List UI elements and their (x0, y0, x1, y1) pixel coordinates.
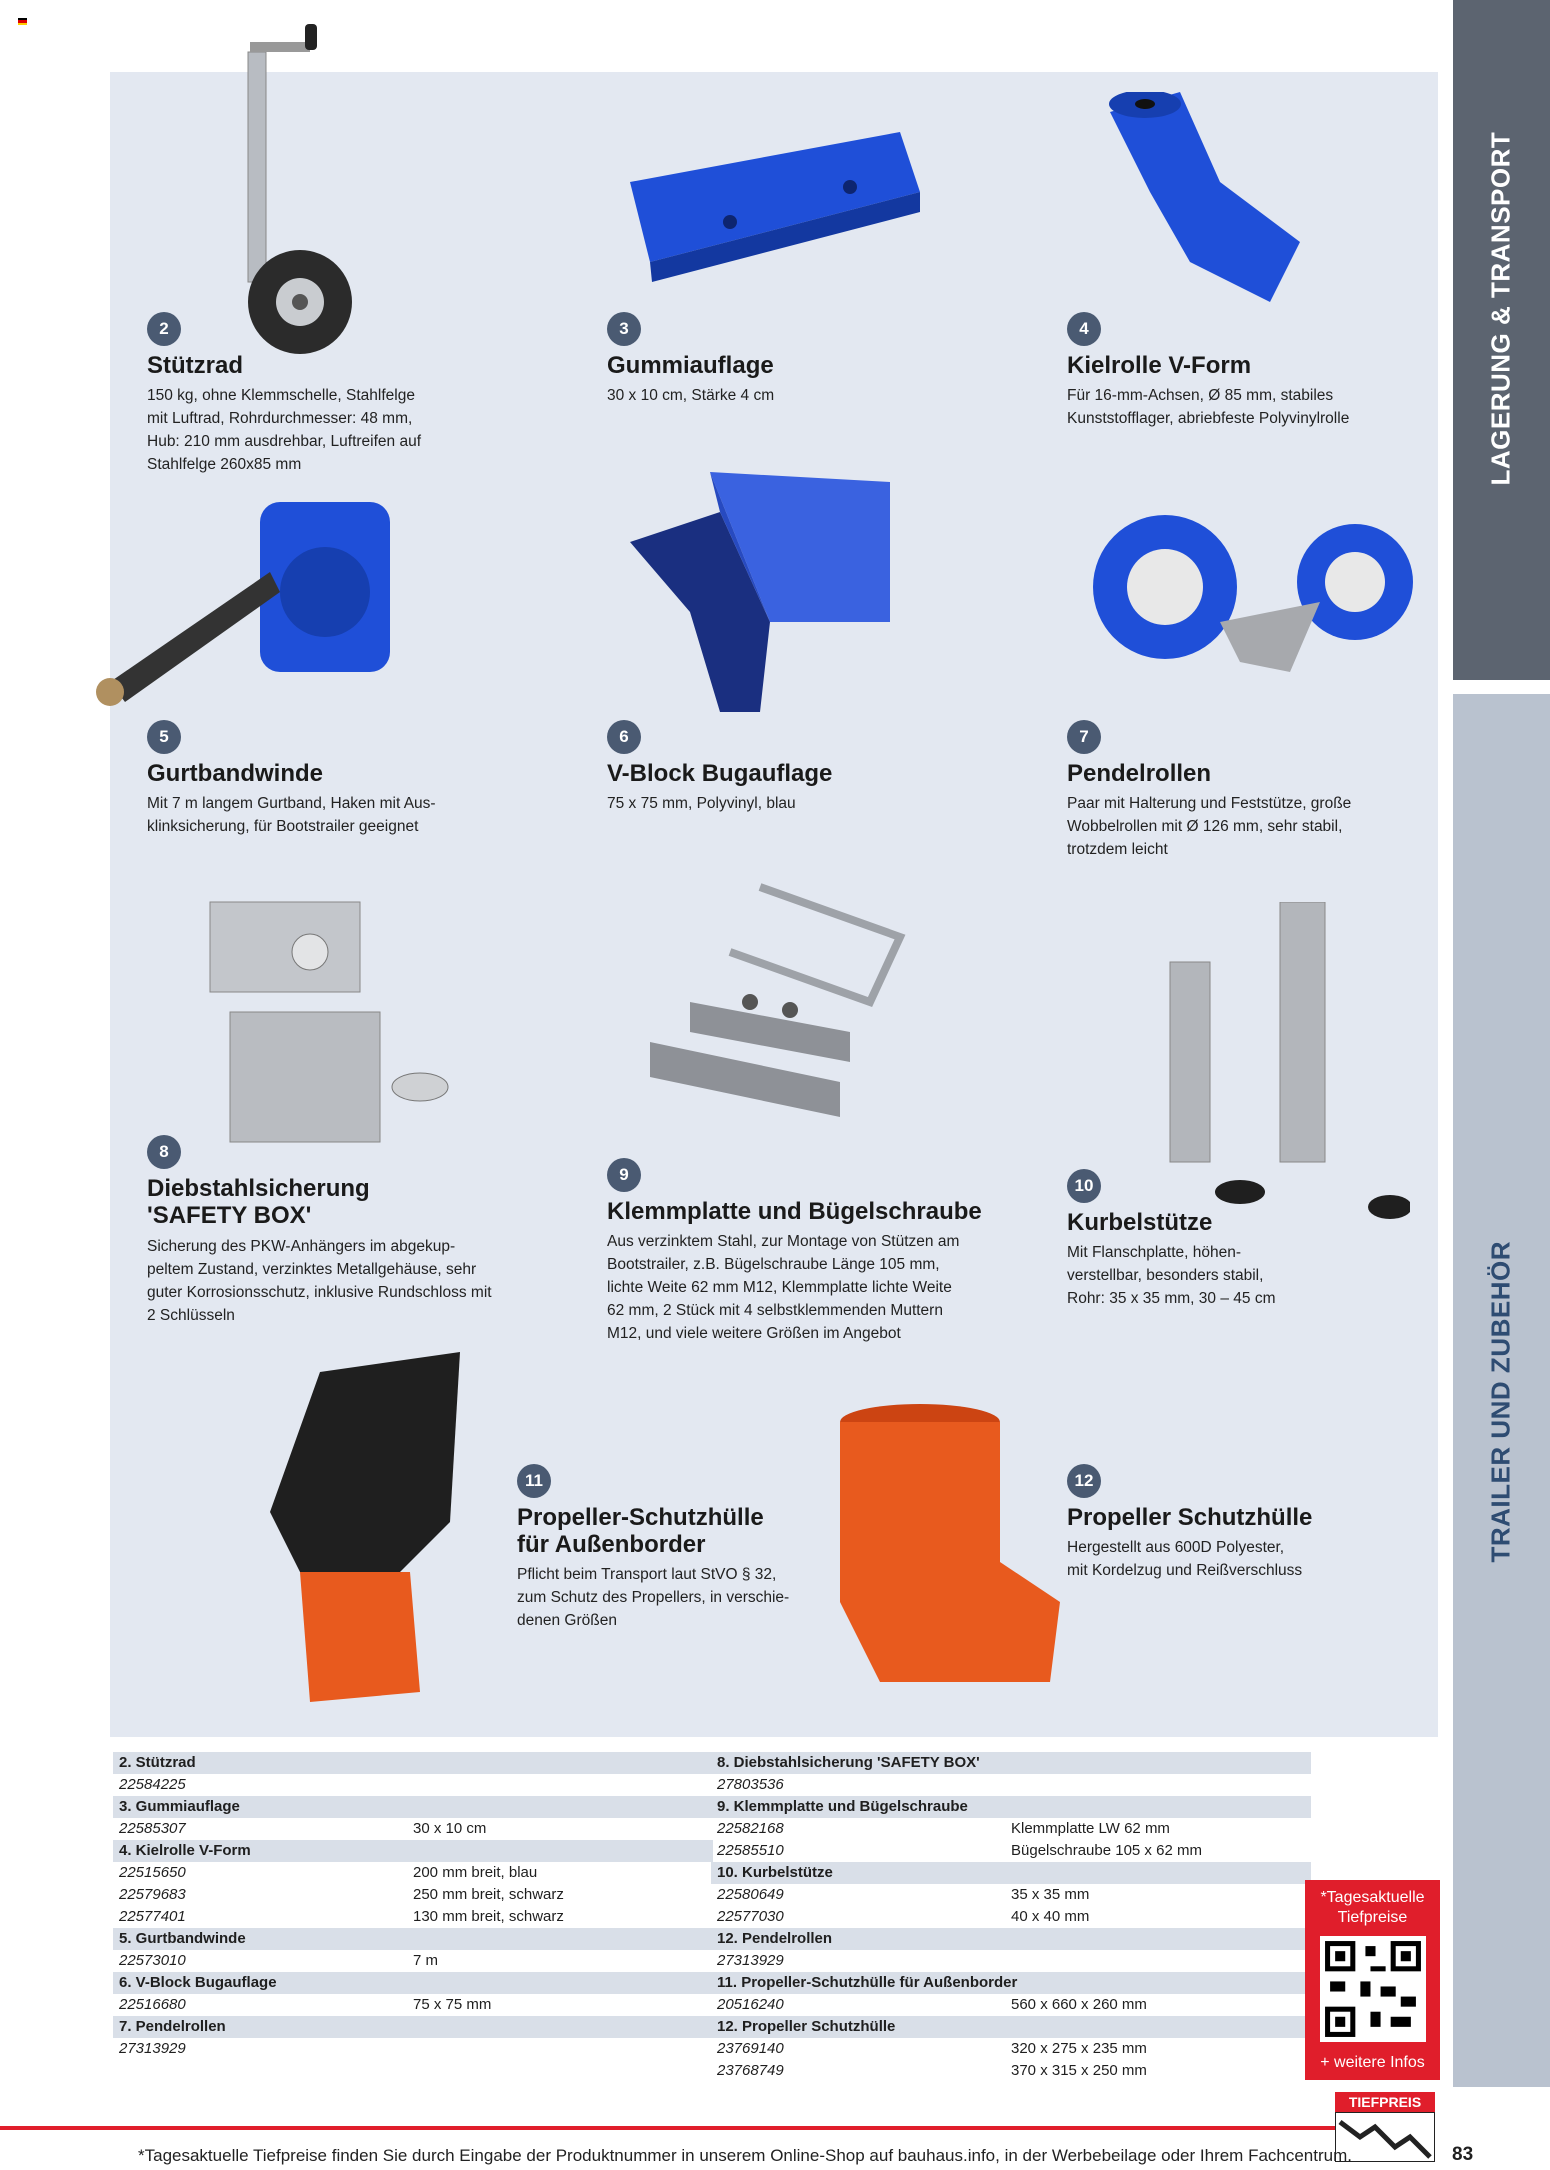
table-section-header (711, 2016, 1311, 2038)
kielrolle-image (1070, 92, 1330, 322)
section-title: 12. Propeller Schutzhülle (717, 2018, 896, 2035)
title-safety-box: Diebstahlsicherung 'SAFETY BOX' (147, 1175, 370, 1229)
table-section-header (711, 1796, 1311, 1818)
desc-safety-box: Sicherung des PKW-Anhängers im abgekup- peltem Zustand, verzinktes Metallgehäuse, sehr guter Korrosionsschutz, inklusive Rundschloss mit 2 Schlüsseln (147, 1238, 492, 1324)
propeller-schutzhuelle-aussenborder-image (240, 1352, 500, 1722)
qr-box-bottom-text: + weitere Infos (1320, 2054, 1425, 2071)
desc-stuetzrad: 150 kg, ohne Klemmschelle, Stahlfelge mit Luftrad, Rohrdurchmesser: 48 mm, Hub: 210 mm ausdrehbar, Luftreifen auf Stahlfelge 260x85 mm (147, 387, 421, 473)
badge-12: 12 (1067, 1464, 1101, 1498)
desc-propeller-aussenborder: Pflicht beim Transport laut StVO § 32, zum Schutz des Propellers, in verschie- denen Größen (517, 1566, 790, 1629)
article-spec: 75 x 75 mm (413, 1996, 492, 2013)
flag-icon (18, 18, 27, 25)
table-section-header (113, 1752, 713, 1774)
article-number: 27313929 (119, 2040, 186, 2057)
desc-gummiauflage: 30 x 10 cm, Stärke 4 cm (607, 387, 775, 404)
table-row (711, 1818, 1311, 1840)
title-klemmplatte: Klemmplatte und Bügelschraube (607, 1198, 982, 1225)
table-row (711, 1884, 1311, 1906)
desc-propeller-schutzhuelle: Hergestellt aus 600D Polyester, mit Kordelzug und Reißverschluss (1067, 1539, 1303, 1579)
article-spec: Klemmplatte LW 62 mm (1011, 1820, 1170, 1837)
article-number: 23768749 (717, 2062, 784, 2079)
article-spec: 320 x 275 x 235 mm (1011, 2040, 1147, 2057)
desc-kielrolle: Für 16-mm-Achsen, Ø 85 mm, stabiles Kunststofflager, abriebfeste Polyvinylrolle (1067, 387, 1350, 427)
side-tab-lagerung-label: LAGERUNG & TRANSPORT (1485, 131, 1516, 486)
gurtbandwinde-image (80, 502, 400, 712)
title-pendelrollen: Pendelrollen (1067, 760, 1212, 787)
title-gurtbandwinde: Gurtbandwinde (147, 760, 323, 787)
price-table-right (711, 1752, 1311, 2082)
article-number: 22585510 (717, 1842, 784, 1859)
article-spec: 560 x 660 x 260 mm (1011, 1996, 1147, 2013)
badge-3: 3 (607, 312, 641, 346)
section-title: 9. Klemmplatte und Bügelschraube (717, 1798, 968, 1815)
section-title: 12. Pendelrollen (717, 1930, 833, 1947)
table-row (113, 2038, 713, 2060)
badge-4: 4 (1067, 312, 1101, 346)
article-spec: 130 mm breit, schwarz (413, 1908, 564, 1925)
section-title: 6. V-Block Bugauflage (119, 1974, 277, 1991)
title-gummiauflage: Gummiauflage (607, 352, 774, 379)
article-number: 22577030 (717, 1908, 784, 1925)
title-propeller-aussenborder: Propeller-Schutzhülle für Außenborder (517, 1504, 764, 1558)
article-number: 22577401 (119, 1908, 186, 1925)
propeller-schutzhuelle-image (840, 1402, 1070, 1692)
article-number: 20516240 (717, 1996, 784, 2013)
table-section-header (711, 1972, 1311, 1994)
table-row (113, 1994, 713, 2016)
article-spec: 370 x 315 x 250 mm (1011, 2062, 1147, 2079)
table-row (113, 1818, 713, 1840)
article-spec: 250 mm breit, schwarz (413, 1886, 564, 1903)
badge-10: 10 (1067, 1169, 1101, 1203)
table-section-header (711, 1862, 1311, 1884)
article-number: 23769140 (717, 2040, 784, 2057)
desc-vblock: 75 x 75 mm, Polyvinyl, blau (607, 795, 796, 812)
footer-divider (0, 2126, 1335, 2130)
article-number: 22573010 (119, 1952, 186, 1969)
qr-code-icon[interactable] (1320, 1936, 1426, 2042)
badge-7: 7 (1067, 720, 1101, 754)
table-row (711, 1906, 1311, 1928)
table-row (113, 1862, 713, 1884)
article-spec: 30 x 10 cm (413, 1820, 487, 1837)
article-spec: 7 m (413, 1952, 439, 1969)
desc-gurtbandwinde: Mit 7 m langem Gurtband, Haken mit Aus- klinksicherung, für Bootstrailer geeignet (147, 795, 436, 835)
section-title: 4. Kielrolle V-Form (119, 1842, 251, 1859)
gummiauflage-image (620, 132, 940, 292)
title-propeller-schutzhuelle: Propeller Schutzhülle (1067, 1504, 1313, 1531)
table-section-header (711, 1752, 1311, 1774)
stuetzrad-image (170, 22, 360, 362)
section-title: 2. Stützrad (119, 1754, 196, 1771)
article-number: 27803536 (717, 1776, 784, 1793)
table-row (711, 1774, 1311, 1796)
article-spec: 35 x 35 mm (1011, 1886, 1090, 1903)
section-title: 8. Diebstahlsicherung 'SAFETY BOX' (717, 1754, 980, 1771)
badge-11: 11 (517, 1464, 551, 1498)
tiefpreis-label: TIEFPREIS (1335, 2092, 1435, 2112)
title-stuetzrad: Stützrad (147, 352, 243, 379)
safety-box-image (200, 892, 480, 1152)
desc-klemmplatte: Aus verzinktem Stahl, zur Montage von Stützen am Bootstrailer, z.B. Bügelschraube Länge 105 mm, lichte Weite 62 mm M12, Klemmplatte lichte Weite 62 mm, 2 Stück mit 4 selbstklemmenden Muttern M12, und viele weitere Größen im Angebot (607, 1233, 960, 1342)
table-row (711, 1840, 1311, 1862)
qr-box-top-text: *Tagesaktuelle Tiefpreise (1320, 1889, 1425, 1926)
table-section-header (113, 1796, 713, 1818)
side-tab-trailer-label: TRAILER UND ZUBEHÖR (1485, 1241, 1516, 1563)
qr-box[interactable] (1305, 1880, 1440, 2080)
title-vblock: V-Block Bugauflage (607, 760, 833, 787)
badge-8: 8 (147, 1135, 181, 1169)
table-row (711, 1950, 1311, 1972)
klemmplatte-image (650, 882, 950, 1132)
vblock-image (630, 472, 910, 712)
section-title: 10. Kurbelstütze (717, 1864, 833, 1881)
desc-kurbelstuetze: Mit Flanschplatte, höhen- verstellbar, besonders stabil, Rohr: 35 x 35 mm, 30 – 45 cm (1067, 1244, 1276, 1307)
table-section-header (113, 1840, 713, 1862)
table-section-header (113, 2016, 713, 2038)
table-row (113, 1774, 713, 1796)
article-number: 22579683 (119, 1886, 186, 1903)
badge-9: 9 (607, 1158, 641, 1192)
title-kurbelstuetze: Kurbelstütze (1067, 1209, 1213, 1236)
article-number: 22580649 (717, 1886, 784, 1903)
article-number: 27313929 (717, 1952, 784, 1969)
article-spec: 200 mm breit, blau (413, 1864, 538, 1881)
table-section-header (113, 1972, 713, 1994)
section-title: 5. Gurtbandwinde (119, 1930, 246, 1947)
article-number: 22585307 (119, 1820, 186, 1837)
table-row (113, 1906, 713, 1928)
section-title: 7. Pendelrollen (119, 2018, 226, 2035)
table-row (711, 1994, 1311, 2016)
price-table-left (113, 1752, 713, 2060)
table-section-header (711, 1928, 1311, 1950)
footer-note: *Tagesaktuelle Tiefpreise finden Sie durch Eingabe der Produktnummer in unserem Online-Shop auf bauhaus.info, in der Werbebeilage oder Ihrem Fachcentrum. (138, 2146, 1352, 2165)
table-section-header (113, 1928, 713, 1950)
article-number: 22515650 (119, 1864, 186, 1881)
table-row (711, 2038, 1311, 2060)
article-spec: 40 x 40 mm (1011, 1908, 1090, 1925)
kurbelstuetze-image (1130, 902, 1410, 1242)
badge-2: 2 (147, 312, 181, 346)
article-number: 22516680 (119, 1996, 186, 2013)
title-kielrolle: Kielrolle V-Form (1067, 352, 1252, 379)
section-title: 3. Gummiauflage (119, 1798, 240, 1815)
desc-pendelrollen: Paar mit Halterung und Feststütze, große Wobbelrollen mit Ø 126 mm, sehr stabil, trotzdem leicht (1067, 795, 1352, 858)
section-title: 11. Propeller-Schutzhülle für Außenborder (717, 1974, 1018, 1991)
article-spec: Bügelschraube 105 x 62 mm (1011, 1842, 1202, 1859)
product-panel (110, 72, 1438, 1737)
page-number: 83 (1452, 2144, 1474, 2165)
table-row (113, 1884, 713, 1906)
article-number: 22582168 (717, 1820, 784, 1837)
table-row (113, 1950, 713, 1972)
badge-5: 5 (147, 720, 181, 754)
table-row (711, 2060, 1311, 2082)
article-number: 22584225 (119, 1776, 186, 1793)
pendelrollen-image (1090, 512, 1430, 692)
badge-6: 6 (607, 720, 641, 754)
